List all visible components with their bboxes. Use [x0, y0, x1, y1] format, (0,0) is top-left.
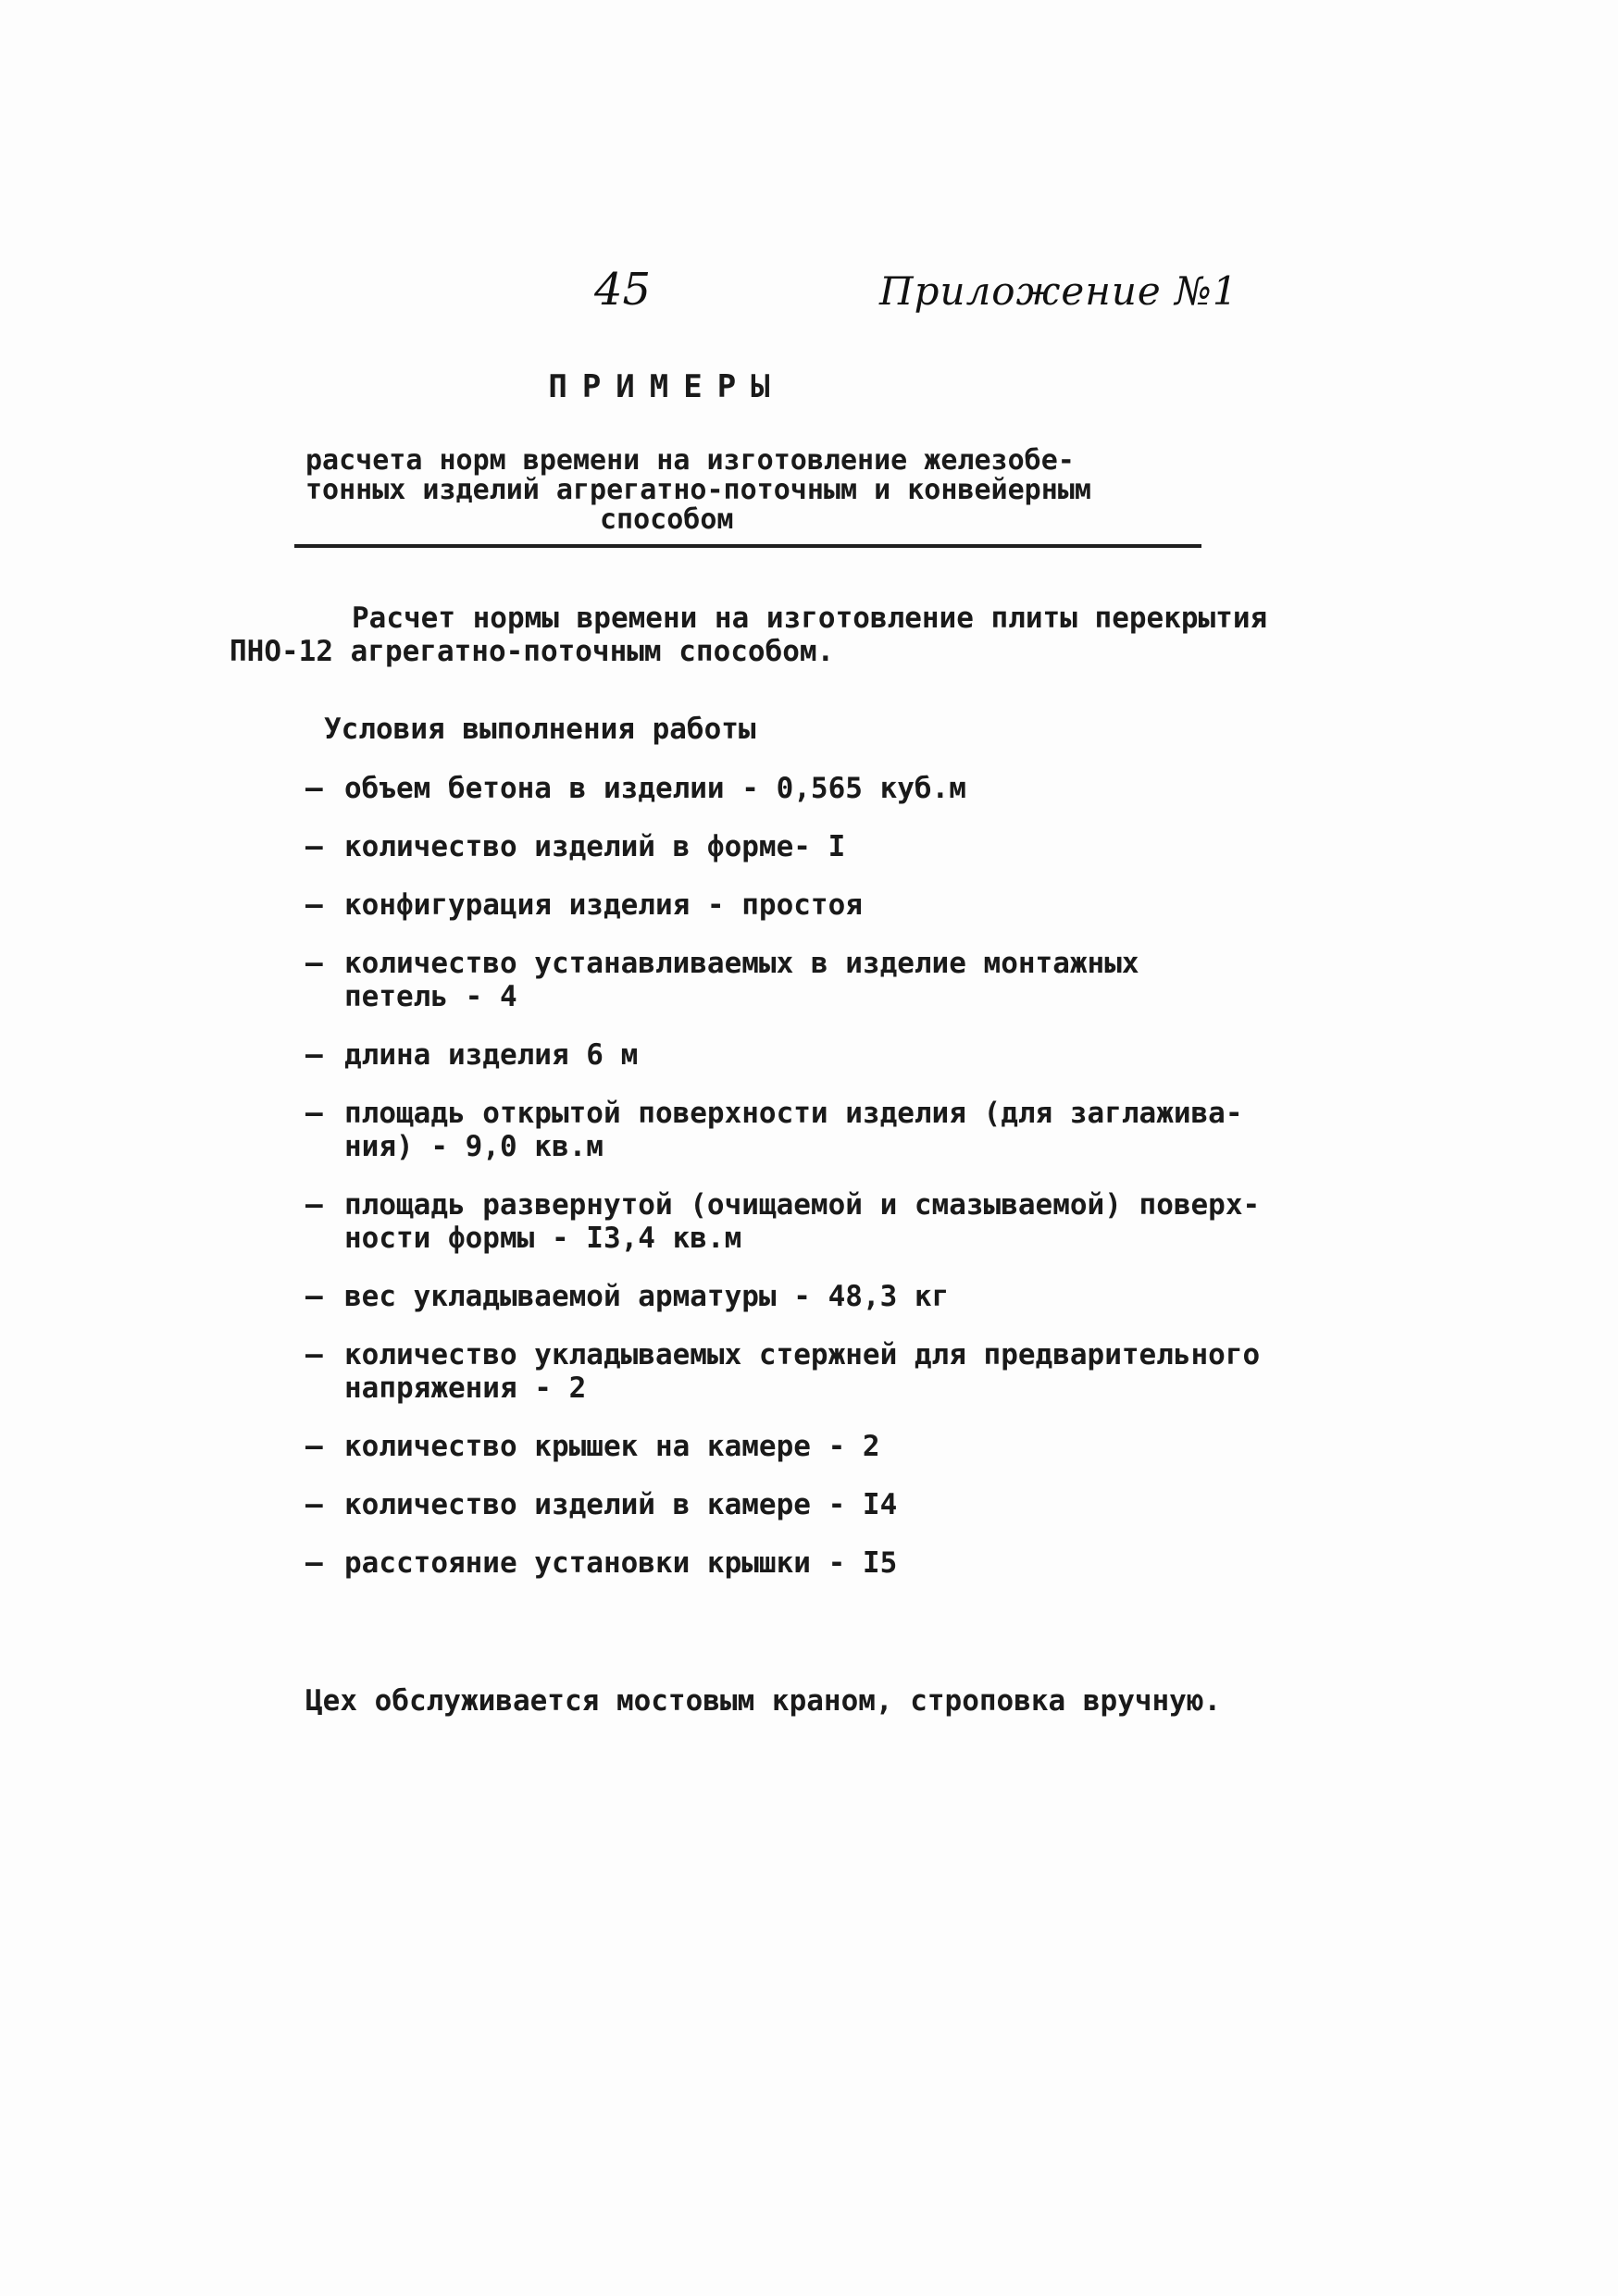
- list-item: [305, 772, 1398, 805]
- appendix-label: Приложение №1: [879, 268, 1238, 314]
- conditions-title: Условия выполнения работы: [324, 713, 756, 746]
- list-item-text: количество укладываемых стержней для предварительного напряжения - 2: [344, 1338, 1261, 1405]
- title-divider: [294, 544, 1201, 548]
- list-item-text: расстояние установки крышки - I5: [344, 1546, 898, 1580]
- list-item-text: площадь открытой поверхности изделия (для заглажива- ния) - 9,0 кв.м: [344, 1097, 1243, 1163]
- intro-line: ПНО-12 агрегатно-поточным способом.: [230, 635, 835, 668]
- closing-note: Цех обслуживается мостовым краном, строповка вручную.: [305, 1684, 1222, 1718]
- list-item: [305, 1488, 1398, 1521]
- subtitle-line: способом: [600, 503, 734, 536]
- document-subtitle: [305, 446, 1213, 535]
- conditions-list: [305, 772, 1398, 1605]
- list-item-text: объем бетона в изделии - 0,565 куб.м: [344, 772, 966, 805]
- list-item-text: количество крышек на камере - 2: [344, 1430, 880, 1463]
- list-item: [305, 888, 1398, 922]
- list-item-text: длина изделия 6 м: [344, 1038, 639, 1072]
- list-item: [305, 830, 1398, 863]
- list-item: [305, 1430, 1398, 1463]
- subtitle-line: расчета норм времени на изготовление железобе-: [305, 444, 1075, 477]
- list-item-text: количество изделий в камере - I4: [344, 1488, 898, 1521]
- page-number: 45: [594, 264, 652, 316]
- subtitle-line: тонных изделий агрегатно-поточным и конвейерным: [305, 474, 1091, 506]
- list-item: [305, 1338, 1398, 1405]
- list-item: [305, 1280, 1398, 1313]
- list-item-text: конфигурация изделия - простоя: [344, 888, 863, 922]
- list-item-text: вес укладываемой арматуры - 48,3 кг: [344, 1280, 950, 1313]
- list-item: [305, 1038, 1398, 1072]
- document-heading: ПРИМЕРЫ: [548, 368, 785, 405]
- list-item-text: количество изделий в форме- I: [344, 830, 846, 863]
- list-item: [305, 1097, 1398, 1163]
- list-item-text: количество устанавливаемых в изделие монтажных петель - 4: [344, 947, 1139, 1013]
- list-item: [305, 1546, 1398, 1580]
- list-item: [305, 1188, 1398, 1255]
- intro-line: Расчет нормы времени на изготовление плиты перекрытия: [352, 602, 1268, 635]
- list-item: [305, 947, 1398, 1013]
- intro-paragraph: [230, 602, 1396, 668]
- list-item-text: площадь развернутой (очищаемой и смазываемой) поверх- ности формы - I3,4 кв.м: [344, 1188, 1261, 1255]
